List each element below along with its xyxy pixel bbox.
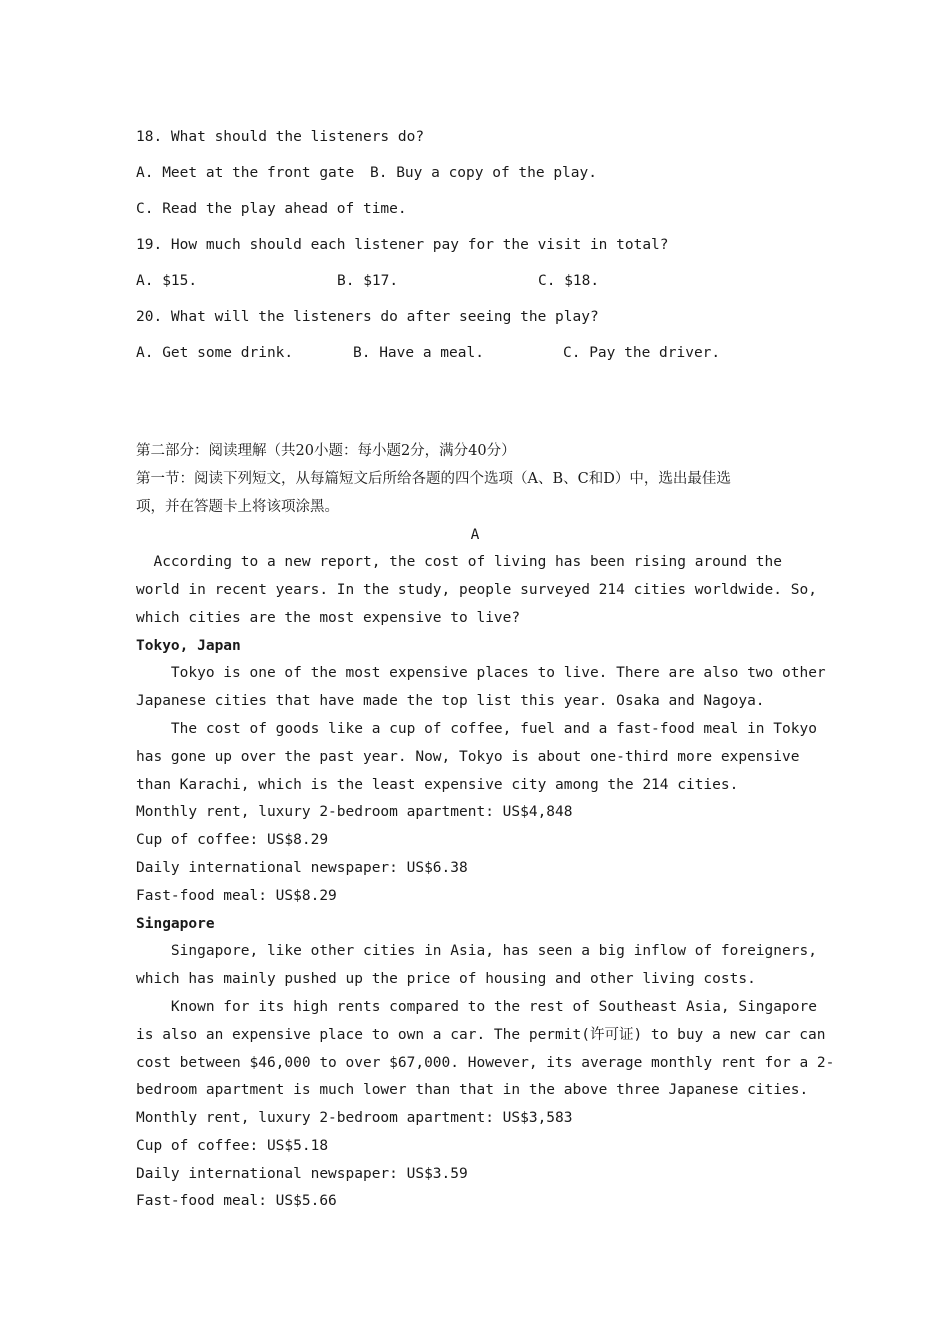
singapore-heading: Singapore [136, 916, 215, 932]
tokyo-stat-meal: Fast-food meal: US$8.29 [136, 888, 337, 904]
intro-line-3: which cities are the most expensive to live? [136, 610, 521, 626]
q19-question: 19. How much should each listener pay for the visit in total? [136, 237, 669, 253]
singapore-para1-line-2: which has mainly pushed up the price of housing and other living costs. [136, 971, 756, 987]
q20-option-a: A. Get some drink. [136, 345, 294, 361]
tokyo-para1-line-2: Japanese cities that have made the top list this year. Osaka and Nagoya. [136, 693, 765, 709]
q18-option-a: A. Meet at the front gate [136, 165, 355, 181]
passage-label: A [470, 527, 480, 543]
singapore-para2-line-1: Known for its high rents compared to the rest of Southeast Asia, Singapore [136, 999, 817, 1015]
q20-option-b: B. Have a meal. [353, 345, 484, 361]
intro-line-1: According to a new report, the cost of living has been rising around the [136, 554, 783, 570]
q19-option-c: C. $18. [538, 273, 600, 289]
q19-option-a: A. $15. [136, 273, 198, 289]
q20-option-c: C. Pay the driver. [563, 345, 721, 361]
singapore-para2-line-4: bedroom apartment is much lower than that in the above three Japanese cities. [136, 1082, 809, 1098]
tokyo-para1-line-1: Tokyo is one of the most expensive places to live. There are also two other [136, 665, 826, 681]
tokyo-heading: Tokyo, Japan [136, 638, 241, 654]
q18-option-c: C. Read the play ahead of time. [136, 201, 407, 217]
singapore-para2-line-3: cost between $46,000 to over $67,000. However, its average monthly rent for a 2- [136, 1055, 835, 1071]
tokyo-para2-line-2: has gone up over the past year. Now, Tokyo is about one-third more expensive [136, 749, 800, 765]
section-one-instruction-1: 第一节：阅读下列短文，从每篇短文后所给各题的四个选项（A、B、C和D）中，选出最佳选 [136, 471, 731, 487]
singapore-stat-meal: Fast-food meal: US$5.66 [136, 1193, 337, 1209]
part-two-title: 第二部分：阅读理解（共20小题：每小题2分，满分40分） [136, 443, 516, 459]
singapore-stat-rent: Monthly rent, luxury 2-bedroom apartment: US$3,583 [136, 1110, 573, 1126]
tokyo-stat-rent: Monthly rent, luxury 2-bedroom apartment: US$4,848 [136, 804, 573, 820]
tokyo-stat-coffee: Cup of coffee: US$8.29 [136, 832, 329, 848]
section-one-instruction-2: 项，并在答题卡上将该项涂黑。 [136, 499, 339, 515]
q20-question: 20. What will the listeners do after seeing the play? [136, 309, 599, 325]
singapore-stat-newspaper: Daily international newspaper: US$3.59 [136, 1166, 468, 1182]
singapore-para2-line-2: is also an expensive place to own a car. The permit(许可证) to buy a new car can [136, 1027, 826, 1043]
singapore-para1-line-1: Singapore, like other cities in Asia, has seen a big inflow of foreigners, [136, 943, 817, 959]
singapore-stat-coffee: Cup of coffee: US$5.18 [136, 1138, 329, 1154]
q18-option-b: B. Buy a copy of the play. [370, 165, 597, 181]
q18-question: 18. What should the listeners do? [136, 129, 425, 145]
q19-option-b: B. $17. [337, 273, 399, 289]
tokyo-para2-line-3: than Karachi, which is the least expensive city among the 214 cities. [136, 777, 739, 793]
tokyo-para2-line-1: The cost of goods like a cup of coffee, fuel and a fast-food meal in Tokyo [136, 721, 817, 737]
intro-line-2: world in recent years. In the study, people surveyed 214 cities worldwide. So, [136, 582, 817, 598]
tokyo-stat-newspaper: Daily international newspaper: US$6.38 [136, 860, 468, 876]
